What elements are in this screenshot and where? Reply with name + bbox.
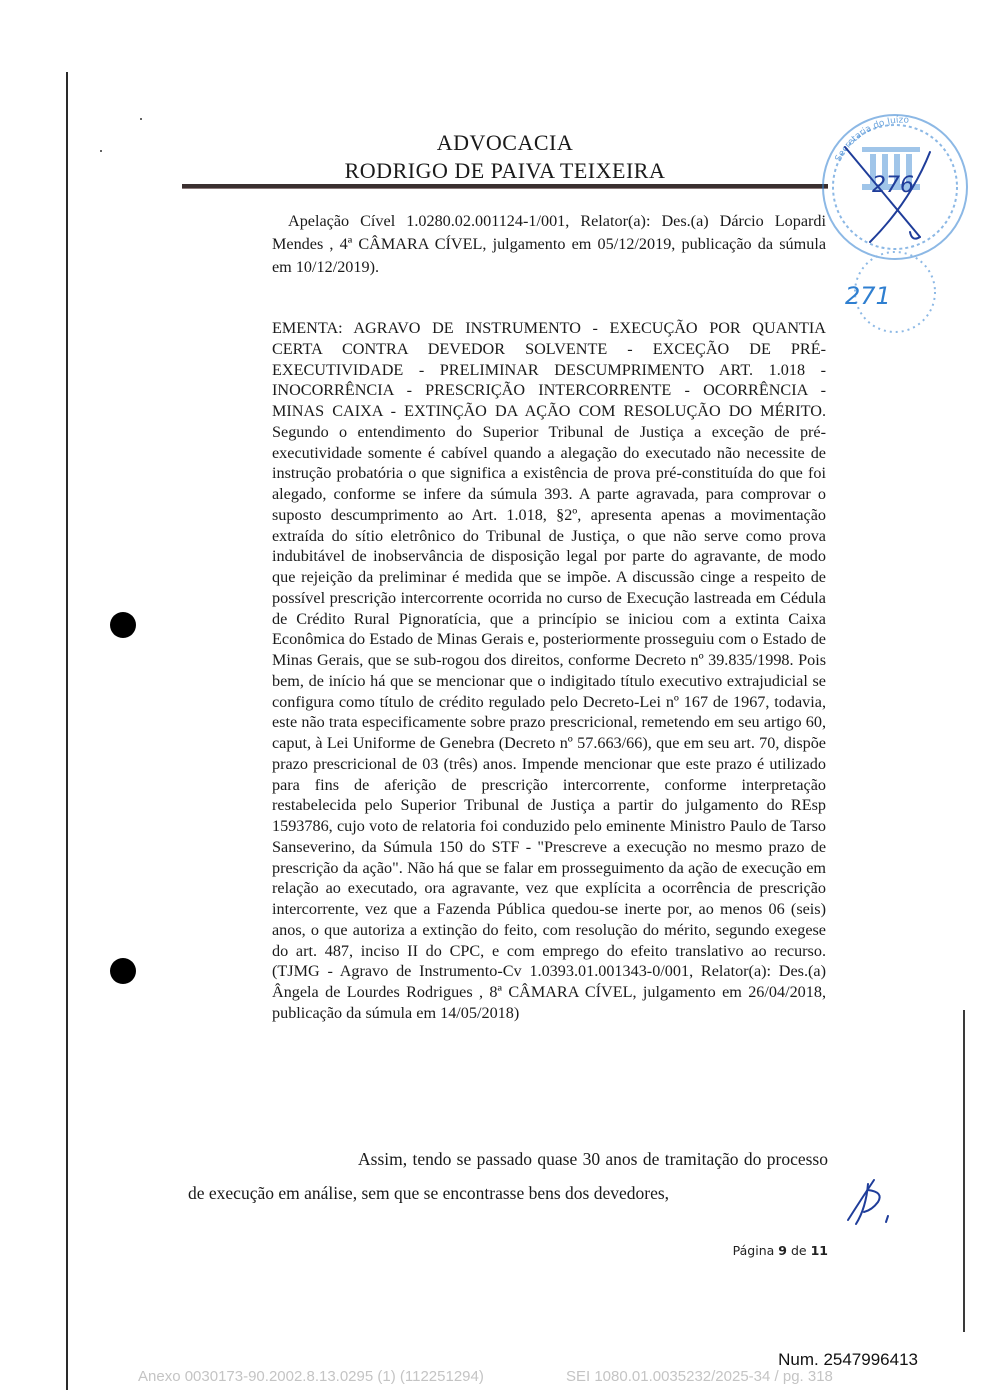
page-number [690,1243,828,1258]
page-total: 11 [810,1243,828,1258]
punch-hole [110,612,136,638]
ementa-quote: EMENTA: AGRAVO DE INSTRUMENTO - EXECUÇÃO POR QUANTIA CERTA CONTRA DEVEDOR SOLVENTE - EXCEÇÃO DE PRÉ-EXECUTIVIDADE - PRELIMINAR DESCUMPRIMENTO ART. 1.018 - INOCORRÊNCIA - PRESCRIÇÃO INTERCORRENTE - OCORRÊNCIA - MINAS CAIXA - EXTINÇÃO DA AÇÃO COM RESOLUÇÃO DO MÉRITO. Segundo o entendimento do Superior Tribunal de Justiça a exceção de pré-executividade somente é cabível quando a alegação do executado não necessite de instrução probatória o que significa a existência de prova pré-constituída do que foi alegado, conforme se infere da súmula 393. A parte agravada, para comprovar o suposto descumprimento ao Art. 1.018, §2º, apresenta apenas a movimentação extraída do sítio eletrônico do Tribunal de Justiça, o que não serve como prova indubitável de inobservância de disposição legal por parte do agravante, de modo que rejeição da preliminar é medida que se impõe. A discussão cinge a respeito de possível prescrição intercorrente ocorrida no curso de Execução lastreada em Cédula de Crédito Rural Pignoratícia, que a princípio se iniciou com a extinta Caixa Econômica do Estado de Minas Gerais e, posteriormente prosseguiu com o Estado de Minas Gerais, que se sub-rogou dos direitos, conforme Decreto nº 39.835/1998. Pois bem, de início há que se mencionar que o indigitado título executivo extrajudicial se configura como título de crédito regulado pelo Decreto-Lei nº 167 de 1967, todavia, este não trata especificamente sobre prazo prescricional, remetendo em seu artigo 60, caput, à Lei Uniforme de Genebra (Decreto nº 57.663/66), que em seu art. 70, dispõe prazo prescricional de 03 (três) anos. Impende mencionar que este prazo é utilizado para fins de aferição de prescrição intercorrente, conforme interpretação restabelecida pelo Superior Tribunal de Justiça a partir do julgamento do REsp 1593786, cujo voto de relatoria foi conduzido pelo eminente Ministro Paulo de Tarso Sanseverino, da Súmula 150 do STF - "Prescreve a execução no mesmo prazo de prescrição da ação". Não há que se falar em prosseguimento da ação de execução em relação ao executado, ora agravante, vez que explícita a ocorrência de prescrição intercorrente, vez que a Fazenda Pública quedou-se inerte por, ao menos 06 (seis) anos, o que autoriza a extinção do feito, com resolução do mérito, segundo exegese do art. 487, inciso II do CPC, e com emprego do efeito translativo ao recurso. (TJMG - Agravo de Instrumento-Cv 1.0393.01.001343-0/001, Relator(a): Des.(a) Ângela de Lourdes Rodrigues , 8ª CÂMARA CÍVEL, julgamento em 26/04/2018, publicação da súmula em 14/05/2018) [272,319,826,1022]
svg-text:Secretaria do Juízo: Secretaria do Juízo [833,115,910,164]
page-right-border [963,1010,965,1332]
page-separator: de [790,1243,807,1258]
page-left-border [66,72,68,1390]
footer-anexo: Anexo 0030173-90.2002.8.13.0295 (1) (112251294) [138,1368,484,1385]
signature-initials-icon [838,1172,898,1232]
scan-speck [140,118,142,120]
firm-name-line2: RODRIGO DE PAIVA TEIXEIRA [344,158,666,183]
firm-name-line1: ADVOCACIA [436,130,574,155]
header-rule [182,184,828,189]
svg-text:271: 271 [845,282,891,310]
punch-hole [110,958,136,984]
document-number: Num. 2547996413 [778,1350,918,1369]
page-current: 9 [778,1243,787,1258]
jurisprudence-citation: Apelação Cível 1.0280.02.001124-1/001, Relator(a): Des.(a) Dárcio Lopardi Mendes , 4ª CÂMARA CÍVEL, julgamento em 05/12/2019, publicação da súmula em 10/12/2019). [272,212,826,276]
page-label: Página [732,1243,775,1258]
body-paragraph: Assim, tendo se passado quase 30 anos de tramitação do processo de execução em análise, sem que se encontrasse bens dos devedores, [188,1149,828,1203]
scan-speck [100,150,102,152]
footer-sei-reference: SEI 1080.01.0035232/2025-34 / pg. 318 [566,1368,833,1385]
svg-text:276: 276 [872,173,914,198]
